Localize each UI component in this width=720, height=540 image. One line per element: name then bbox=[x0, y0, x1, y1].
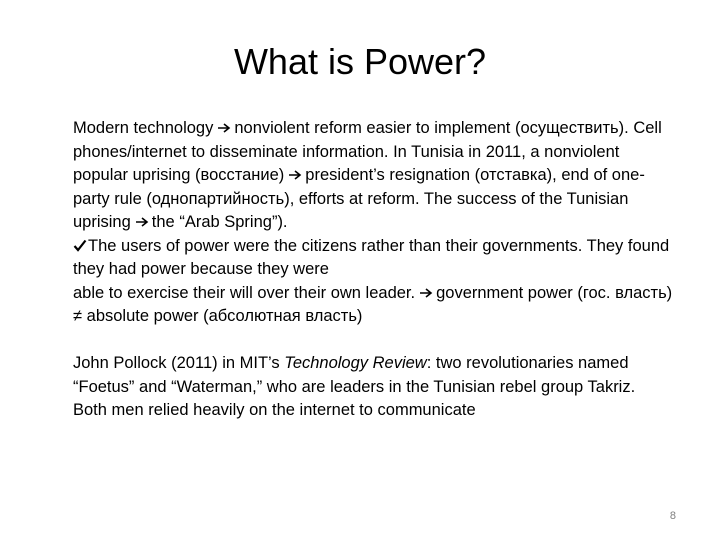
paragraph-users-of-power bbox=[73, 235, 673, 329]
slide-body bbox=[73, 117, 673, 423]
text-segment: able to exercise their will over their own leader. bbox=[73, 283, 416, 302]
publication-title: Technology Review bbox=[284, 354, 427, 372]
paragraph-spacer bbox=[73, 329, 673, 353]
slide-title: What is Power? bbox=[233, 41, 487, 82]
text-segment: : two revolutionaries named “Foetus” and “Waterman,” who are leaders in the Tunisian rebel group Takriz. Both men relied heavily on the internet to communicate bbox=[73, 354, 636, 419]
text-segment: government power (гос. власть) ≠ absolute power (абсолютная власть) bbox=[73, 283, 673, 325]
text-segment: Modern technology bbox=[73, 119, 214, 137]
paragraph-modern-technology bbox=[73, 117, 673, 235]
paragraph-john-pollock bbox=[73, 352, 673, 423]
text-segment: the “Arab Spring”). bbox=[151, 213, 288, 231]
arrow-right-icon bbox=[288, 169, 302, 181]
page-number: 8 bbox=[669, 510, 676, 522]
text-segment: nonviolent reform easier to implement (осуществить). Cell phones/internet to disseminate information. In Tunisia in 2011, a nonviolent popular uprising (восстание) bbox=[73, 119, 662, 184]
text-segment: president’s resignation (отставка), end of one-party rule (однопартийность), efforts at reform. The success of the Tunisian uprising bbox=[73, 166, 645, 231]
text-segment: The users of power were the citizens rather than their governments. They found they had power because they were bbox=[73, 236, 670, 278]
text-segment: John Pollock (2011) in MIT’s bbox=[73, 354, 280, 372]
arrow-right-icon bbox=[217, 122, 231, 134]
checkmark-icon bbox=[73, 239, 87, 252]
arrow-right-icon bbox=[419, 287, 433, 299]
arrow-right-icon bbox=[135, 216, 149, 228]
